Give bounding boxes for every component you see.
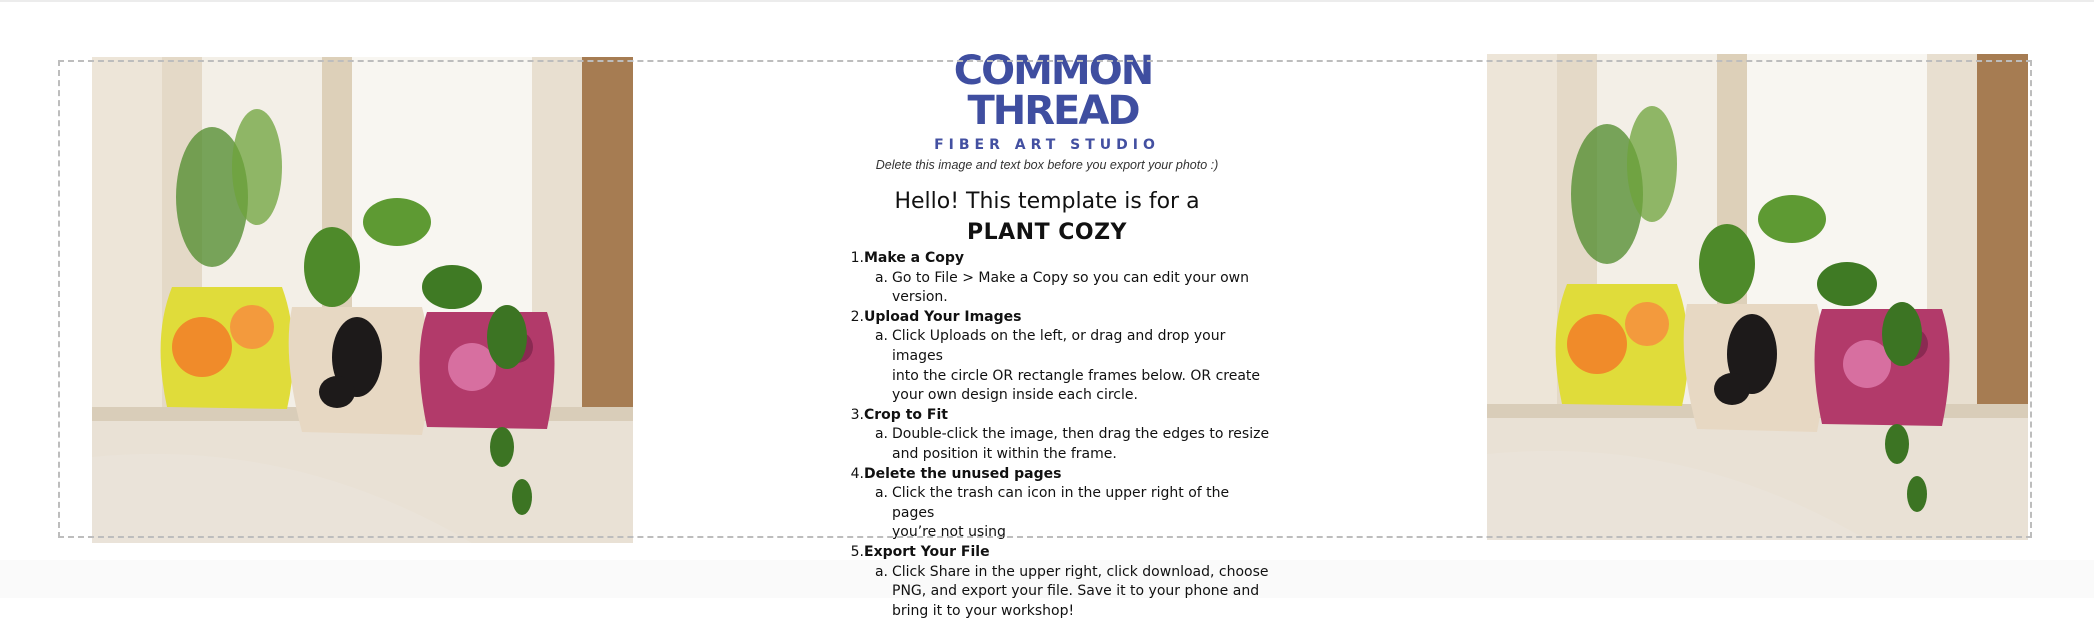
- svg-text:THREAD: THREAD: [967, 88, 1139, 134]
- common-thread-logo: [953, 50, 1153, 150]
- substep-letter: a.: [871, 327, 892, 405]
- step-3: [850, 406, 1270, 465]
- plant-cozies-image: [1487, 54, 2028, 540]
- step-5: [850, 543, 1270, 621]
- substep-line: you’re not using: [892, 524, 1006, 540]
- step-substep: [871, 327, 1270, 405]
- step-title: Delete the unused pages: [864, 465, 1270, 485]
- step-2: [850, 308, 1270, 406]
- step-number: 1.: [850, 249, 864, 308]
- heading-line-2: PLANT COZY: [820, 220, 1274, 245]
- step-substep: [871, 425, 1270, 464]
- brand-subtitle: FIBER ART STUDIO: [820, 137, 1274, 153]
- plant-cozies-image: [92, 57, 633, 543]
- step-title: Make a Copy: [864, 249, 1270, 269]
- step-number: 4.: [850, 465, 864, 543]
- step-4: [850, 465, 1270, 543]
- top-edge-line: [0, 0, 2094, 2]
- step-number: 2.: [850, 308, 864, 406]
- step-title: Crop to Fit: [864, 406, 1270, 426]
- substep-line: Click the trash can icon in the upper right of the pages: [892, 485, 1229, 521]
- substep-line: your own design inside each circle.: [892, 387, 1138, 403]
- delete-note: Delete this image and text box before you export your photo :): [820, 158, 1274, 172]
- plant-cozies-photo-right[interactable]: [1487, 54, 2028, 540]
- substep-line: Go to File > Make a Copy so you can edit your own: [892, 270, 1249, 286]
- heading-line-1: Hello! This template is for a: [820, 189, 1274, 214]
- plant-cozies-photo-left[interactable]: [92, 57, 633, 543]
- step-title: Export Your File: [864, 543, 1270, 563]
- substep-letter: a.: [871, 563, 892, 621]
- step-1: [850, 249, 1270, 308]
- instruction-steps: [850, 249, 1270, 621]
- step-substep: [871, 484, 1270, 543]
- step-number: 5.: [850, 543, 864, 621]
- substep-letter: a.: [871, 484, 892, 543]
- substep-letter: a.: [871, 269, 892, 308]
- substep-line: Double-click the image, then drag the edges to resize: [892, 426, 1269, 442]
- substep-line: version.: [892, 289, 948, 305]
- step-substep: [871, 563, 1270, 621]
- substep-letter: a.: [871, 425, 892, 464]
- substep-line: into the circle OR rectangle frames below. OR create: [892, 368, 1260, 384]
- step-number: 3.: [850, 406, 864, 465]
- substep-line: PNG, and export your file. Save it to your phone and: [892, 583, 1259, 599]
- substep-line: Click Uploads on the left, or drag and drop your images: [892, 328, 1225, 364]
- step-title: Upload Your Images: [864, 308, 1270, 328]
- substep-line: Click Share in the upper right, click download, choose: [892, 564, 1269, 580]
- svg-text:COMMON: COMMON: [954, 50, 1152, 94]
- step-substep: [871, 269, 1270, 308]
- substep-line: and position it within the frame.: [892, 446, 1117, 462]
- substep-line: bring it to your workshop!: [892, 603, 1074, 619]
